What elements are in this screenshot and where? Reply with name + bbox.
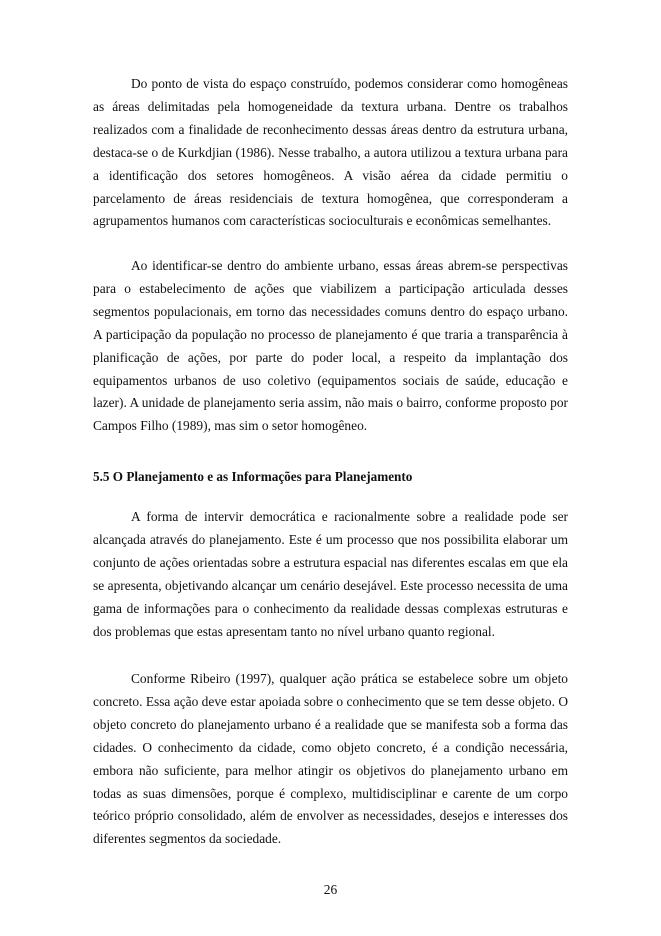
page-number: 26 [323, 882, 338, 897]
paragraph-urban-participation: Ao identificar-se dentro do ambiente urbano, essas áreas abrem-se perspectivas para o estabelecimento de ações que viabilizem a participação articulada desses segmentos populacionais, em torno das necessidades comuns dentro do espaço urbano. A participação da população no processo de planejamento é que traria a transparência à planificação de ações, por parte do poder local, a respeito da implantação dos equipamentos urbanos de uso coletivo (equipamentos sociais de saúde, educação e lazer). A unidade de planejamento seria assim, não mais o bairro, conforme proposto por Campos Filho (1989), mas sim o setor homogêneo. [93, 258, 568, 434]
paragraph-planning-intervention: A forma de intervir democrática e racionalmente sobre a realidade pode ser alcançada através do planejamento. Este é um processo que nos possibilita elaborar um conjunto de ações orientadas sobre a estrutura espacial nas diferentes escalas em que ela se apresenta, objetivando alcançar um cenário desejável. Este processo necessita de uma gama de informações para o conhecimento da realidade dessas complexas estruturas e dos problemas que estas apresentam tanto no nível urbano quanto regional. [93, 509, 568, 639]
paragraph-homogeneous-areas: Do ponto de vista do espaço construído, podemos considerar como homogêneas as áreas delimitadas pela homogeneidade da textura urbana. Dentre os trabalhos realizados com a finalidade de reconhecimento dessas áreas dentro da estrutura urbana, destaca-se o de Kurkdjian (1986). Nesse trabalho, a autora utilizou a textura urbana para a identificação dos setores homogêneos. A visão aérea da cidade permitiu o parcelamento de áreas residenciais de textura homogênea, que corresponderam a agrupamentos humanos com características socioculturais e econômicas semelhantes. [93, 76, 568, 229]
section-heading: 5.5 O Planejamento e as Informações para Planejamento [93, 469, 413, 484]
paragraph-concrete-object: Conforme Ribeiro (1997), qualquer ação prática se estabelece sobre um objeto concreto. Essa ação deve estar apoiada sobre o conhecimento que se tem desse objeto. O objeto concreto do planejamento urbano é a realidade que se manifesta sob a forma das cidades. O conhecimento da cidade, como objeto concreto, é a condição necessária, embora não suficiente, para melhor atingir os objetivos do planejamento urbano em todas as suas dimensões, porque é complexo, multidisciplinar e carente de um corpo teórico próprio consolidado, além de envolver as necessidades, desejos e interesses dos diferentes segmentos da sociedade. [93, 671, 568, 847]
